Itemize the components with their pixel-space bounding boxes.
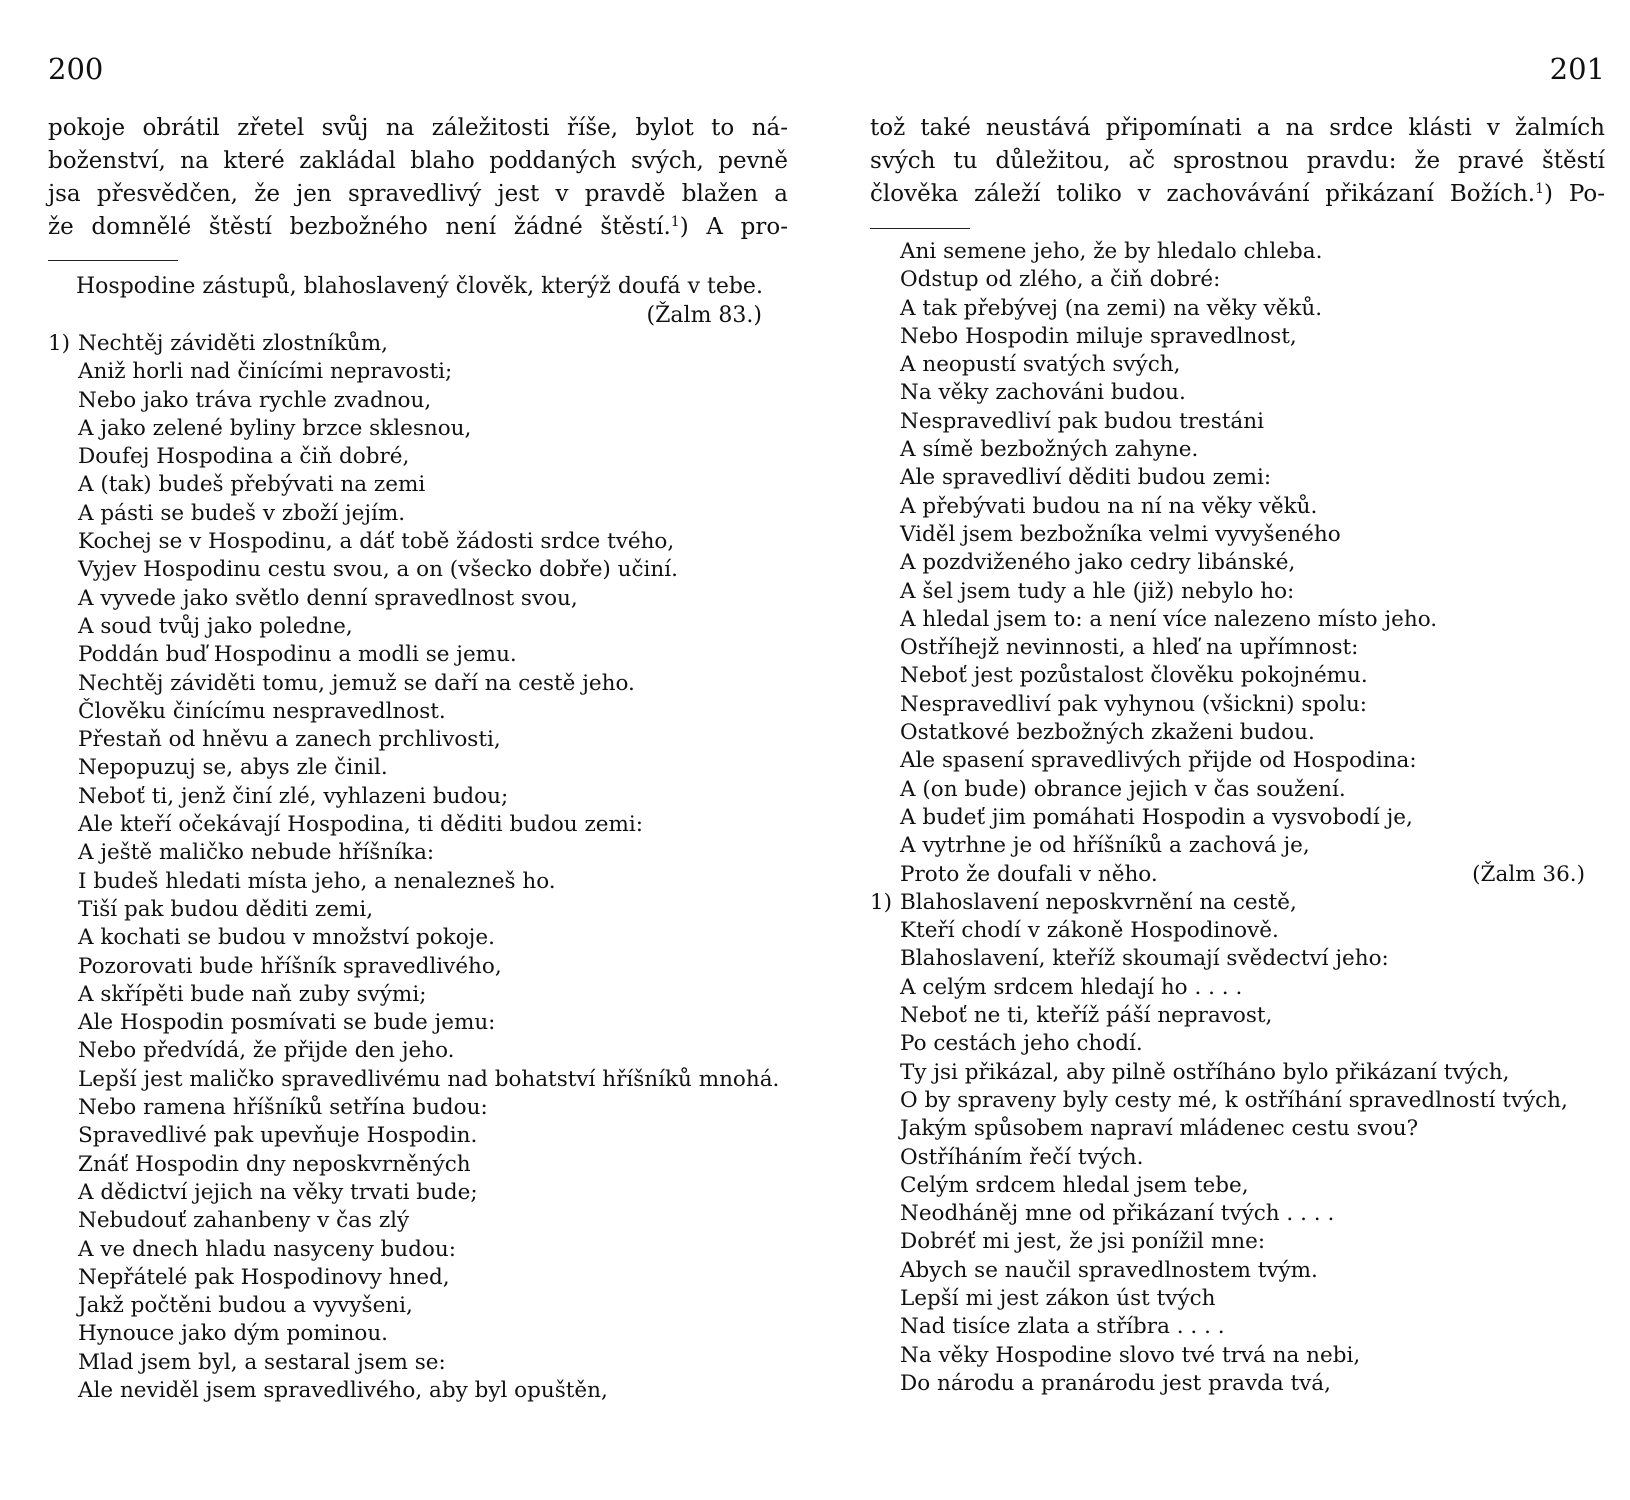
verse-line: I budeš hledati místa jeho, a nenalezneš ho. [78,868,556,894]
verse-line: Spravedlivé pak upevňuje Hospodin. [78,1123,478,1149]
verse-line: Ostříhejž nevinnosti, a hleď na upřímnost: [900,635,1359,661]
verse-line: Přestaň od hněvu a zanech prchlivosti, [78,727,501,753]
verse-line: O by spraveny byly cesty mé, k ostříhání spravedlností tvých, [900,1087,1568,1113]
epigraph [76,272,788,330]
verse-line: Odstup od zlého, a čiň dobré: [900,267,1221,293]
verse-line: Ty jsi přikázal, aby pilně ostříháno bylo přikázaní tvých, [900,1059,1510,1085]
verse-line: Po cestách jeho chodí. [900,1031,1143,1057]
verse-line: Nespravedliví pak vyhynou (všickni) spolu: [900,691,1368,717]
verse-line: Nebo jako tráva rychle zvadnou, [78,387,432,413]
body-text [48,112,788,244]
verse-line: Lepší jest maličko spravedlivému nad bohatství hříšníků mnohá. [78,1066,780,1092]
body-line-last [870,178,1605,211]
verse-line: A šel jsem tudy a hle (již) nebylo ho: [900,578,1295,604]
verse-line: A dědictví jejich na věky trvati bude; [78,1179,478,1205]
footnote-reference: 1 [670,214,680,230]
verse-line: Ale spasení spravedlivých přijde od Hospodina: [900,748,1417,774]
verse-line: Ostříháním řečí tvých. [900,1144,1144,1170]
verse-line: Tiší pak budou děditi zemi, [78,896,374,922]
body-line: svých tu důležitou, ač sprostnou pravdu: že pravé štěstí [870,148,1605,174]
body-line-text: že domnělé štěstí bezbožného není žádné štěstí. [48,214,671,240]
body-line-tail: ) A pro- [679,214,788,240]
verse-line: Na věky Hospodine slovo tvé trvá na nebi, [900,1342,1361,1368]
verse-line: Jakým spůsobem napraví mládenec cestu svou? [900,1116,1419,1142]
verse-line: Neboť ne ti, kteříž páší nepravost, [900,1003,1273,1029]
body-line-text: člověka záleží toliko v zachovávání přikázaní Božích. [870,181,1536,207]
verse-line: A ve dnech hladu nasyceny budou: [78,1236,456,1262]
right-page [870,0,1605,1500]
verse-line: Znáť Hospodin dny neposkvrněných [78,1151,471,1177]
verse-line: Vyjev Hospodinu cestu svou, a on (všecko dobře) učiní. [78,557,678,583]
verse-line: Dobréť mi jest, že jsi ponížil mne: [900,1229,1266,1255]
verse-text: Nechtěj záviděti zlostníkům, [78,331,388,356]
verse-line: A pásti se budeš v zboží jejím. [78,500,406,526]
verse-line: A (tak) budeš přebývati na zemi [78,472,426,498]
verse-line: Poddán buď Hospodinu a modli se jemu. [78,642,517,668]
page-number: 200 [48,52,104,86]
footnote-mark: 1) [870,889,893,915]
verse-line: A soud tvůj jako poledne, [78,613,353,639]
verse-line: Na věky zachováni budou. [900,380,1186,406]
verse-line: A vytrhne je od hříšníků a zachová je, [900,833,1310,859]
footnote-mark: 1) [48,331,71,356]
body-line: tož také neustává připomínati a na srdce klásti v žalmích [870,115,1605,141]
verse-line: A skřípěti bude naň zuby svými; [78,981,427,1007]
footnote [870,238,1605,1398]
verse-line [870,889,1605,917]
footnote [48,330,788,1405]
verse-line: A (on bude) obrance jejich v čas soužení. [900,776,1346,802]
verse-line: Celým srdcem hledal jsem tebe, [900,1172,1249,1198]
verse-line: Nechtěj záviděti tomu, jemuž se daří na cestě jeho. [78,670,635,696]
verse-line: A hledal jsem to: a není více nalezeno místo jeho. [900,606,1438,632]
verse-line: Hynouce jako dým pominou. [78,1321,388,1347]
verse-line: Do národu a pranárodu jest pravda tvá, [900,1370,1331,1396]
verse-line: Ale spravedliví děditi budou zemi: [900,465,1272,491]
verse-line [870,861,1605,889]
verse-line: Nad tisíce zlata a stříbra . . . . [900,1314,1225,1340]
verse-line: Člověku činícímu nespravedlnost. [78,698,446,724]
verse-line: A jako zelené byliny brzce sklesnou, [78,415,472,441]
body-line-tail: ) Po- [1544,181,1605,207]
verse-line: Nebo předvídá, že přijde den jeho. [78,1038,455,1064]
verse-line: Doufej Hospodina a čiň dobré, [78,444,410,470]
left-page [48,0,788,1500]
epigraph-text: Hospodine zástupů, blahoslavený člověk, kterýž doufá v tebe. [76,274,763,299]
verse-line: A kochati se budou v množství pokoje. [78,925,495,951]
verse-line: Nebo Hospodin miluje spravedlnost, [900,323,1297,349]
body-line: jsa přesvědčen, že jen spravedlivý jest v pravdě blažen a [48,181,788,207]
verse-line: A neopustí svatých svých, [900,352,1181,378]
verse-line: Nebo ramena hříšníků setřína budou: [78,1095,488,1121]
verse-line: Ani semene jeho, že by hledalo chleba. [900,239,1323,264]
verse-line: Nespravedliví pak budou trestáni [900,408,1264,434]
verse-line: A símě bezbožných zahyne. [900,437,1199,463]
verse-line: A ještě maličko nebude hříšníka: [78,840,435,866]
verse-line: A pozdviženého jako cedry libánské, [900,550,1296,576]
verse-line: A vyvede jako světlo denní spravedlnost svou, [78,585,578,611]
body-line-last [48,211,788,244]
verse-line: A budeť jim pomáhati Hospodin a vysvobodí je, [900,804,1413,830]
verse-line: A tak přebývej (na zemi) na věky věků. [900,295,1323,321]
verse-line: Neboť ti, jenž činí zlé, vyhlazeni budou; [78,783,509,809]
footnote-rule [870,228,970,229]
verse-line: Neboť jest pozůstalost člověku pokojnému. [900,663,1368,689]
verse-line: Abych se naučil spravedlnostem tvým. [900,1257,1318,1283]
verse-line: Aniž horli nad činícími nepravosti; [78,359,453,385]
verse-line: Kochej se v Hospodinu, a dáť tobě žádosti srdce tvého, [78,529,675,555]
verse-line: Mlad jsem byl, a sestaral jsem se: [78,1349,446,1375]
verse-text: Proto že doufali v něho. [900,861,1158,887]
verse-line: Ale kteří očekávají Hospodina, ti děditi budou zemi: [78,812,644,838]
body-text [870,112,1605,211]
verse-line: Lepší mi jest zákon úst tvých [900,1285,1216,1311]
verse-line: Jakž počtěni budou a vyvyšeni, [78,1293,413,1319]
verse-line: A celým srdcem hledají ho . . . . [900,974,1243,1000]
verse-line: Viděl jsem bezbožníka velmi vyvyšeného [900,521,1341,547]
verse-line: Nebudouť zahanbeny v čas zlý [78,1208,410,1234]
verse-text: Blahoslavení neposkvrnění na cestě, [900,889,1297,915]
verse-line: Neodháněj mne od přikázaní tvých . . . . [900,1201,1335,1227]
verse-line: Ostatkové bezbožných zkaženi budou. [900,720,1315,746]
verse-line: Ale Hospodin posmívati se bude jemu: [78,1010,496,1036]
verse-line: A přebývati budou na ní na věky věků. [900,493,1318,519]
body-line: boženství, na které zakládal blaho poddaných svých, pevně [48,148,788,174]
body-line: pokoje obrátil zřetel svůj na záležitosti říše, bylot to ná- [48,115,788,141]
footnote-reference: 1 [1535,181,1545,197]
page-number: 201 [1549,52,1605,86]
verse-line: Kteří chodí v zákoně Hospodinově. [900,918,1279,944]
footnote-rule [48,260,178,261]
verse-line: Pozorovati bude hříšník spravedlivého, [78,953,502,979]
psalm-source: (Žalm 36.) [1472,861,1585,887]
verse-line: Nepopuzuj se, abys zle činil. [78,755,388,781]
epigraph-source: (Žalm 83.) [646,303,762,328]
verse-line: Nepřátelé pak Hospodinovy hned, [78,1264,450,1290]
verse-line: Ale neviděl jsem spravedlivého, aby byl opuštěn, [78,1377,608,1403]
verse-line [48,330,788,358]
verse-line: Blahoslavení, kteříž skoumají svědectví jeho: [900,946,1389,972]
